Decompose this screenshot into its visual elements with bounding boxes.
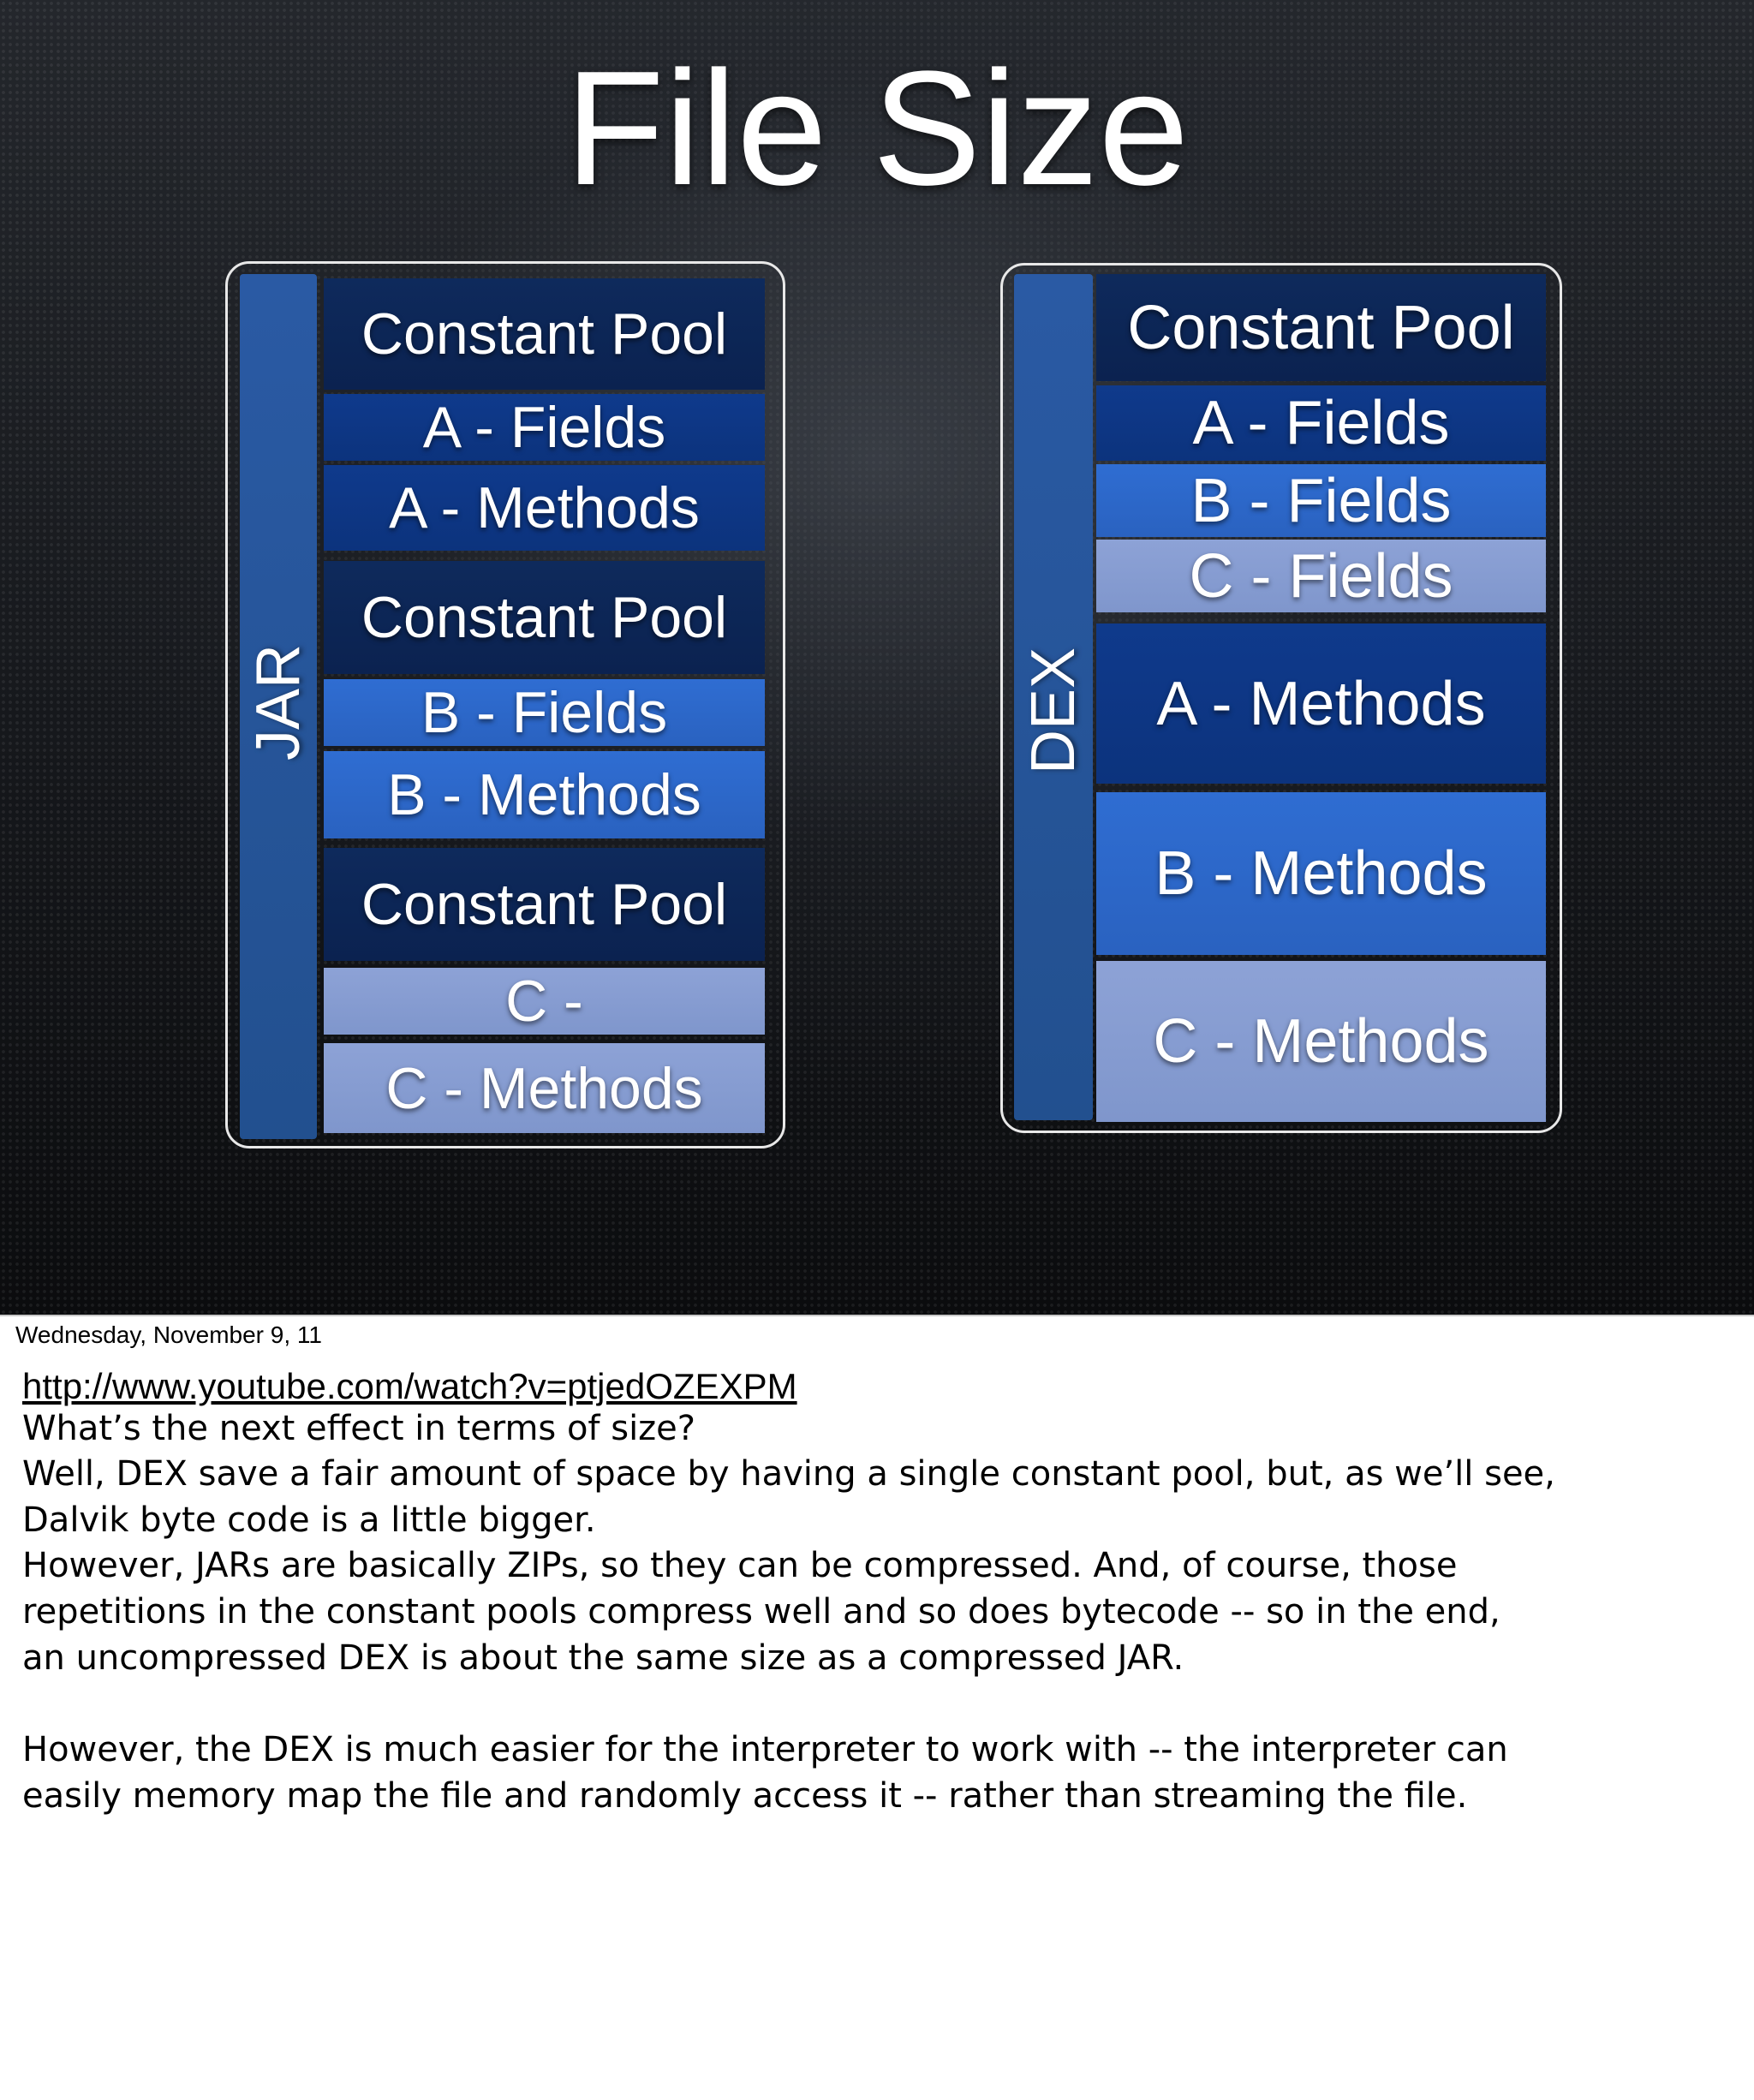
video-link[interactable]: http://www.youtube.com/watch?v=ptjedOZEXPM [22,1366,797,1406]
note-line: However, the DEX is much easier for the interpreter to work with -- the interpreter can [22,1730,1508,1769]
note-line: Well, DEX save a fair amount of space by having a single constant pool, but, as we’ll see, [22,1454,1555,1494]
jar-block-b-fields: B - Fields [324,679,765,746]
note-line: What’s the next effect in terms of size? [22,1409,696,1448]
dex-block-constant-pool: Constant Pool [1096,274,1546,381]
note-line: repetitions in the constant pools compress well and so does bytecode -- so in the end, [22,1592,1500,1632]
jar-block-a-methods: A - Methods [324,465,765,551]
dex-block-a-fields: A - Fields [1096,385,1546,461]
dex-block-b-methods: B - Methods [1096,792,1546,955]
jar-block-b-methods: B - Methods [324,751,765,838]
dex-block-c-methods: C - Methods [1096,961,1546,1122]
note-line: Dalvik byte code is a little bigger. [22,1500,596,1540]
slide-title: File Size [564,38,1190,219]
jar-block-c-fields: C - [324,968,765,1035]
jar-block-c-methods: C - Methods [324,1043,765,1133]
dex-label: DEX [1019,647,1088,775]
jar-block-constant-pool-3: Constant Pool [324,848,765,961]
jar-block-constant-pool-1: Constant Pool [324,278,765,390]
dex-block-c-fields: C - Fields [1096,540,1546,612]
jar-block-constant-pool-2: Constant Pool [324,561,765,674]
note-line: easily memory map the file and randomly access it -- rather than streaming the file. [22,1776,1468,1816]
slide-date: Wednesday, November 9, 11 [15,1321,322,1348]
note-line: an uncompressed DEX is about the same size as a compressed JAR. [22,1638,1184,1678]
dex-block-b-fields: B - Fields [1096,464,1546,537]
dex-block-a-methods: A - Methods [1096,623,1546,784]
note-line: However, JARs are basically ZIPs, so they can be compressed. And, of course, those [22,1546,1458,1585]
jar-block-a-fields: A - Fields [324,394,765,461]
jar-label: JAR [244,643,313,761]
